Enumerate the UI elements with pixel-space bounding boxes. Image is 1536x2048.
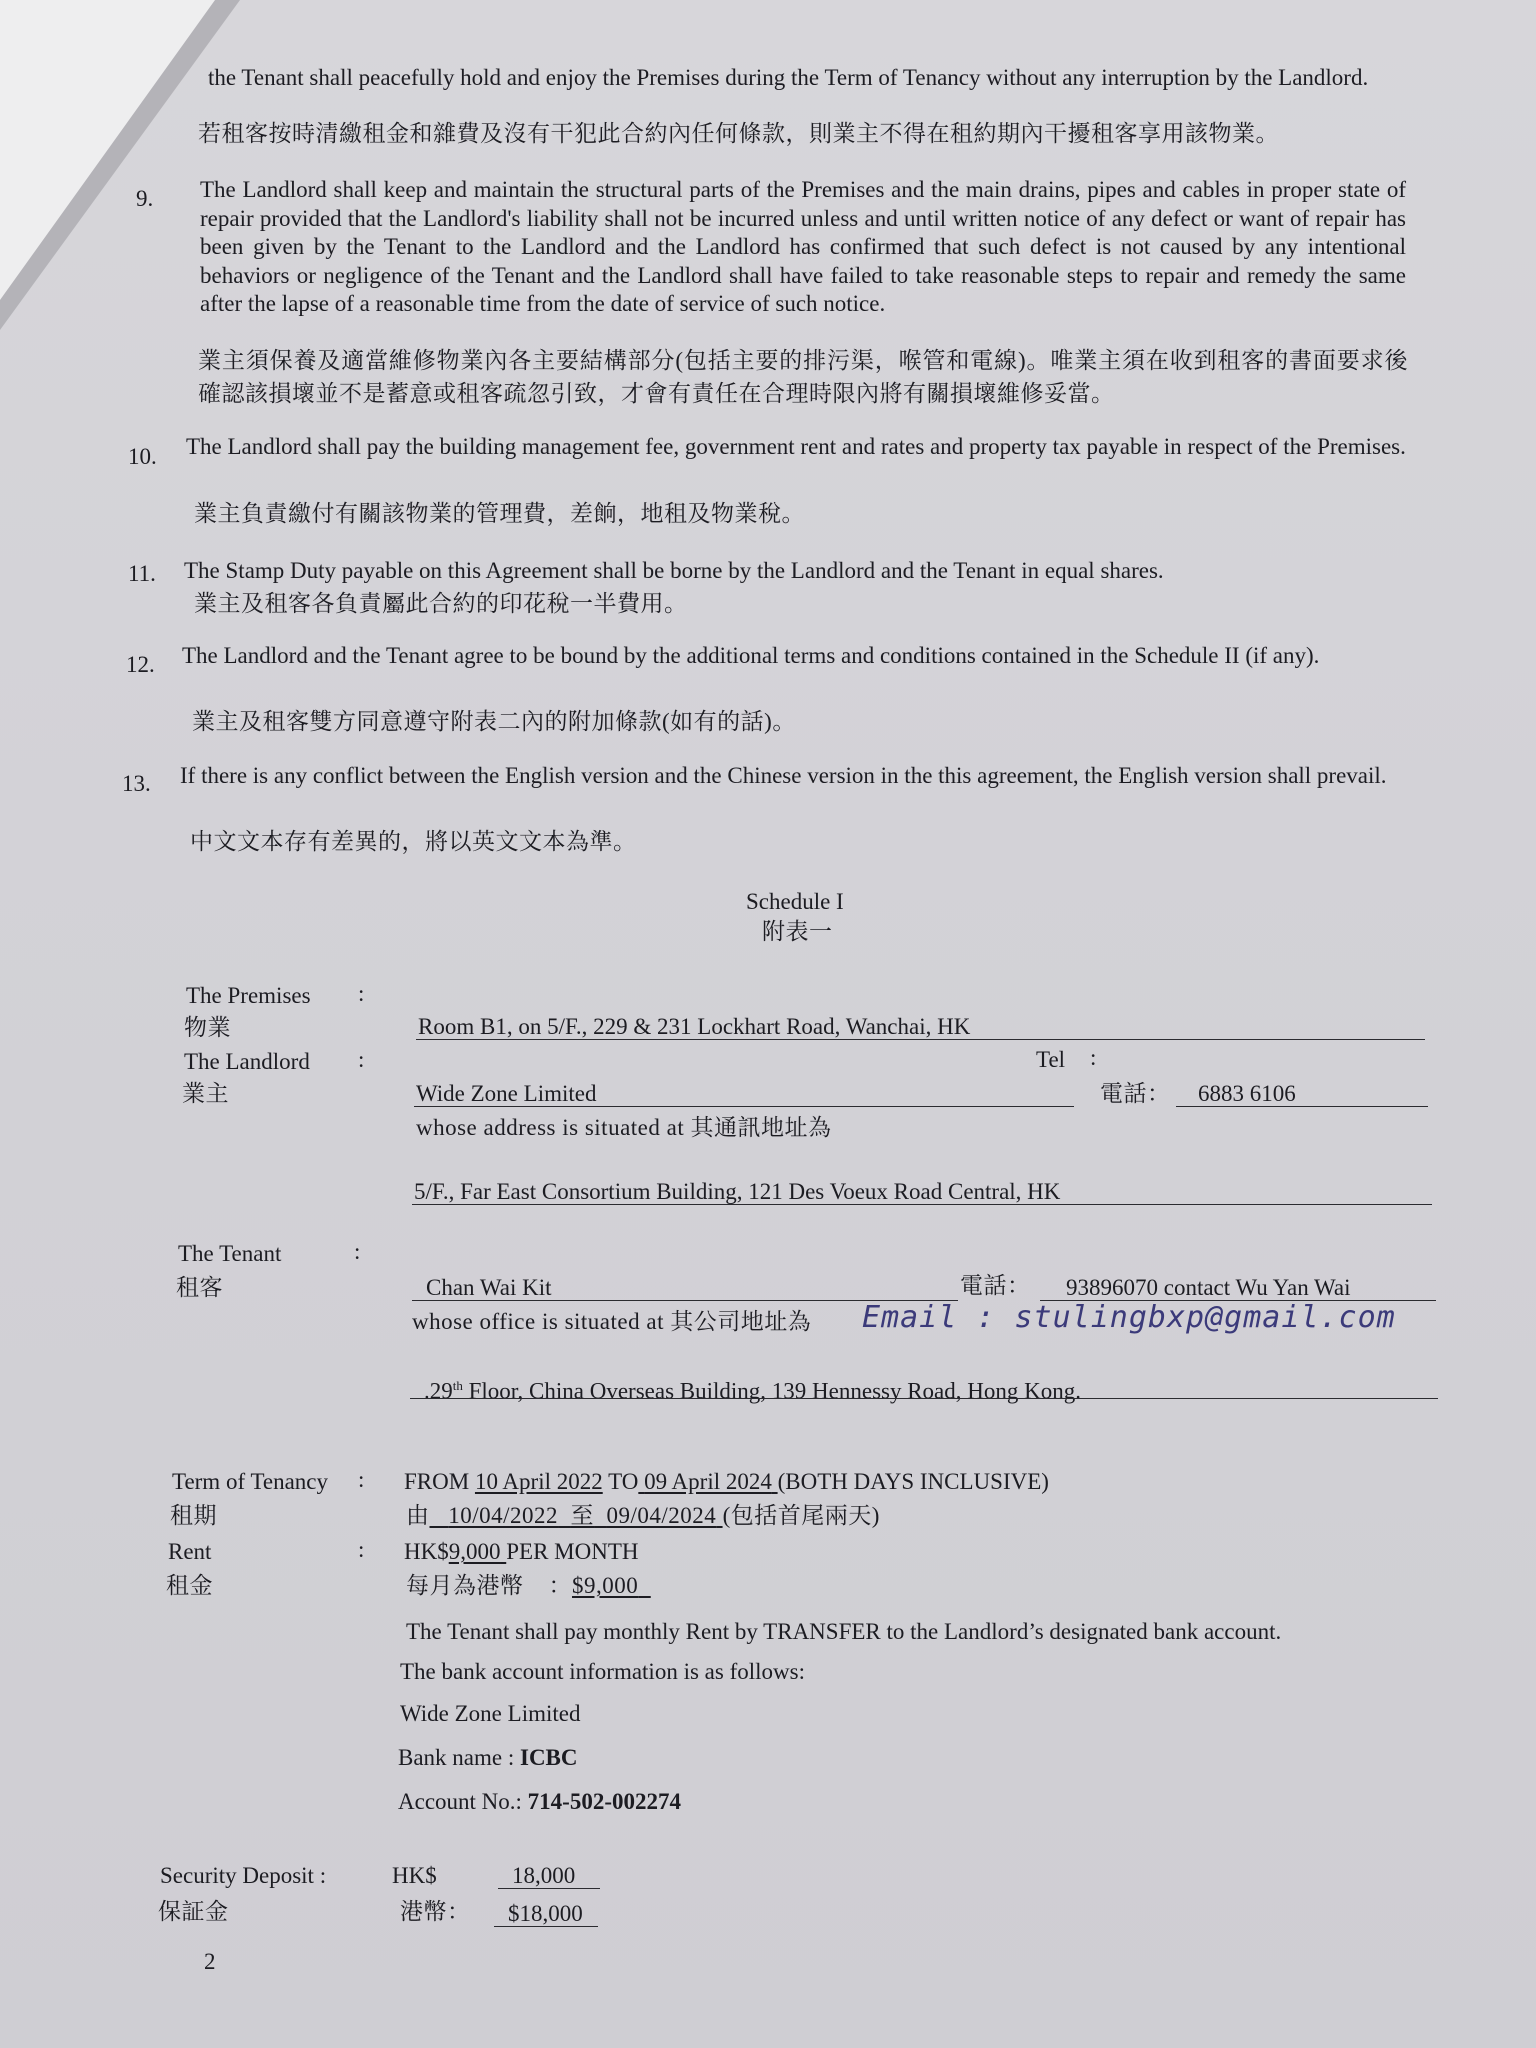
- deposit-label-en: Security Deposit :: [160, 1863, 327, 1888]
- premises-colon: :: [358, 981, 365, 1006]
- deposit-amount-en: 18,000: [512, 1863, 576, 1888]
- deposit-amount-en-underline: [498, 1888, 600, 1889]
- clause-13-text-en: If there is any conflict between the English version and the Chinese version in the this agreement, the English version shall prevail.: [180, 763, 1387, 788]
- clause-11-text-en: The Stamp Duty payable on this Agreement shall be borne by the Landlord and the Tenant in equal shares.: [184, 558, 1164, 583]
- clause-13-number: 13.: [122, 771, 151, 796]
- clause-13-text-cn: 中文文本存有差異的，將以英文文本為準。: [190, 829, 637, 854]
- account-no-line: Account No.: 714-502-002274: [398, 1789, 681, 1814]
- schedule-title-en: Schedule I: [746, 889, 844, 914]
- term-label-cn: 租期: [170, 1503, 217, 1528]
- payment-note: The Tenant shall pay monthly Rent by TRANSFER to the Landlord’s designated bank account.: [406, 1619, 1282, 1644]
- landlord-phone-underline: [1176, 1106, 1428, 1107]
- rent-line-cn: 每月為港幣 ：$9,000: [406, 1573, 639, 1598]
- tenant-address: .29th Floor, China Overseas Building, 139 Hennessy Road, Hong Kong.: [424, 1378, 1081, 1404]
- term-label-en: Term of Tenancy: [172, 1469, 329, 1494]
- rent-label-en: Rent: [168, 1539, 212, 1564]
- clause-8-continuation-cn: 若租客按時清繳租金和雜費及沒有干犯此合約內任何條款，則業主不得在租約期內干擾租客享用該物業。: [198, 121, 1279, 146]
- clause-9-text-cn: 業主須保養及適當維修物業內各主要結構部分(包括主要的排污渠，喉管和電線)。唯業主須在收到租客的書面要求後確認該損壞並不是蓄意或租客疏忽引致，才會有責任在合理時限內將有關損壞維修妥當。: [198, 348, 1408, 406]
- tenant-email-handwritten: Email : stulingbxp@gmail.com: [862, 1300, 1396, 1335]
- landlord-colon: :: [358, 1047, 365, 1072]
- deposit-label-cn: 保証金: [158, 1899, 229, 1924]
- clause-10-text-en: The Landlord shall pay the building management fee, government rent and rates and property tax payable in respect of the Premises.: [186, 434, 1406, 459]
- landlord-label-cn: 業主: [182, 1081, 229, 1106]
- clause-12-text-en: The Landlord and the Tenant agree to be bound by the additional terms and conditions contained in the Schedule II (if any).: [182, 643, 1320, 668]
- premises-label-cn: 物業: [184, 1015, 231, 1040]
- bank-name-line: Bank name : ICBC: [398, 1745, 578, 1770]
- tenant-phone: 93896070 contact Wu Yan Wai: [1066, 1275, 1351, 1300]
- deposit-prefix-cn: 港幣：: [400, 1899, 471, 1924]
- clause-10-text-cn: 業主負責繳付有關該物業的管理費，差餉，地租及物業稅。: [194, 501, 805, 526]
- landlord-address-underline: [412, 1204, 1432, 1205]
- premises-underline: [416, 1039, 1425, 1040]
- premises-label-en: The Premises: [186, 983, 311, 1008]
- bank-account-name: Wide Zone Limited: [400, 1701, 581, 1726]
- rent-label-cn: 租金: [166, 1573, 213, 1598]
- clause-9-number: 9.: [136, 186, 154, 211]
- bank-info-intro: The bank account information is as follows:: [400, 1659, 805, 1684]
- landlord-name-underline: [414, 1106, 1074, 1107]
- deposit-amount-cn-underline: [494, 1926, 598, 1927]
- page-curl: [0, 0, 215, 300]
- clause-9-text-en: The Landlord shall keep and maintain the structural parts of the Premises and the main drains, pipes and cables in proper state of repair provided that the Landlord's liability shall not be incurred unless and until written notice of any defect or want of repair has been given by the Tenant to the Landlord and the Landlord has confirmed that such defect is not caused by any intentional behaviors or negligence of the Tenant and the Landlord shall have failed to take reasonable steps to repair and remedy the same after the lapse of a reasonable time from the date of service of such notice.: [200, 177, 1406, 316]
- tenant-office-label: whose office is situated at 其公司地址為: [412, 1309, 812, 1334]
- schedule-title-cn: 附表一: [762, 919, 833, 944]
- tenant-address-underline: [410, 1398, 1438, 1399]
- tenant-label-en: The Tenant: [178, 1241, 282, 1266]
- rent-line-en: HK$9,000 PER MONTH: [404, 1539, 639, 1564]
- deposit-amount-cn: $18,000: [508, 1901, 583, 1926]
- tenant-label-cn: 租客: [176, 1275, 223, 1300]
- tenant-tel-label-cn: 電話：: [960, 1273, 1031, 1298]
- term-line-en: FROM 10 April 2022 TO 09 April 2024 (BOTH DAYS INCLUSIVE): [404, 1469, 1049, 1494]
- rent-colon: :: [358, 1537, 365, 1562]
- tenant-colon: :: [354, 1239, 361, 1264]
- landlord-address-label: whose address is situated at 其通訊地址為: [416, 1115, 832, 1140]
- clause-12-text-cn: 業主及租客雙方同意遵守附表二內的附加條款(如有的話)。: [192, 709, 796, 734]
- clause-8-continuation-en: the Tenant shall peacefully hold and enjoy the Premises during the Term of Tenancy without any interruption by the Landlord.: [208, 65, 1369, 90]
- deposit-prefix-en: HK$: [392, 1863, 437, 1888]
- clause-12-number: 12.: [126, 652, 155, 677]
- landlord-tel-label-en: Tel: [1036, 1047, 1066, 1072]
- landlord-label-en: The Landlord: [184, 1049, 310, 1074]
- landlord-phone: 6883 6106: [1198, 1081, 1296, 1106]
- landlord-address: 5/F., Far East Consortium Building, 121 Des Voeux Road Central, HK: [414, 1179, 1061, 1204]
- clause-11-text-cn: 業主及租客各負責屬此合約的印花稅一半費用。: [194, 591, 688, 616]
- clause-11-number: 11.: [128, 561, 156, 586]
- premises-value: Room B1, on 5/F., 229 & 231 Lockhart Road, Wanchai, HK: [418, 1014, 971, 1039]
- clause-10-number: 10.: [128, 444, 157, 469]
- landlord-name: Wide Zone Limited: [416, 1081, 597, 1106]
- term-colon: :: [358, 1467, 365, 1492]
- term-line-cn: 由 10/04/2022 至 09/04/2024 (包括首尾兩天): [406, 1503, 880, 1528]
- page-number: 2: [204, 1949, 216, 1974]
- tenant-name: Chan Wai Kit: [426, 1275, 552, 1300]
- landlord-tel-label-cn: 電話：: [1100, 1081, 1171, 1106]
- landlord-tel-colon: :: [1090, 1045, 1097, 1070]
